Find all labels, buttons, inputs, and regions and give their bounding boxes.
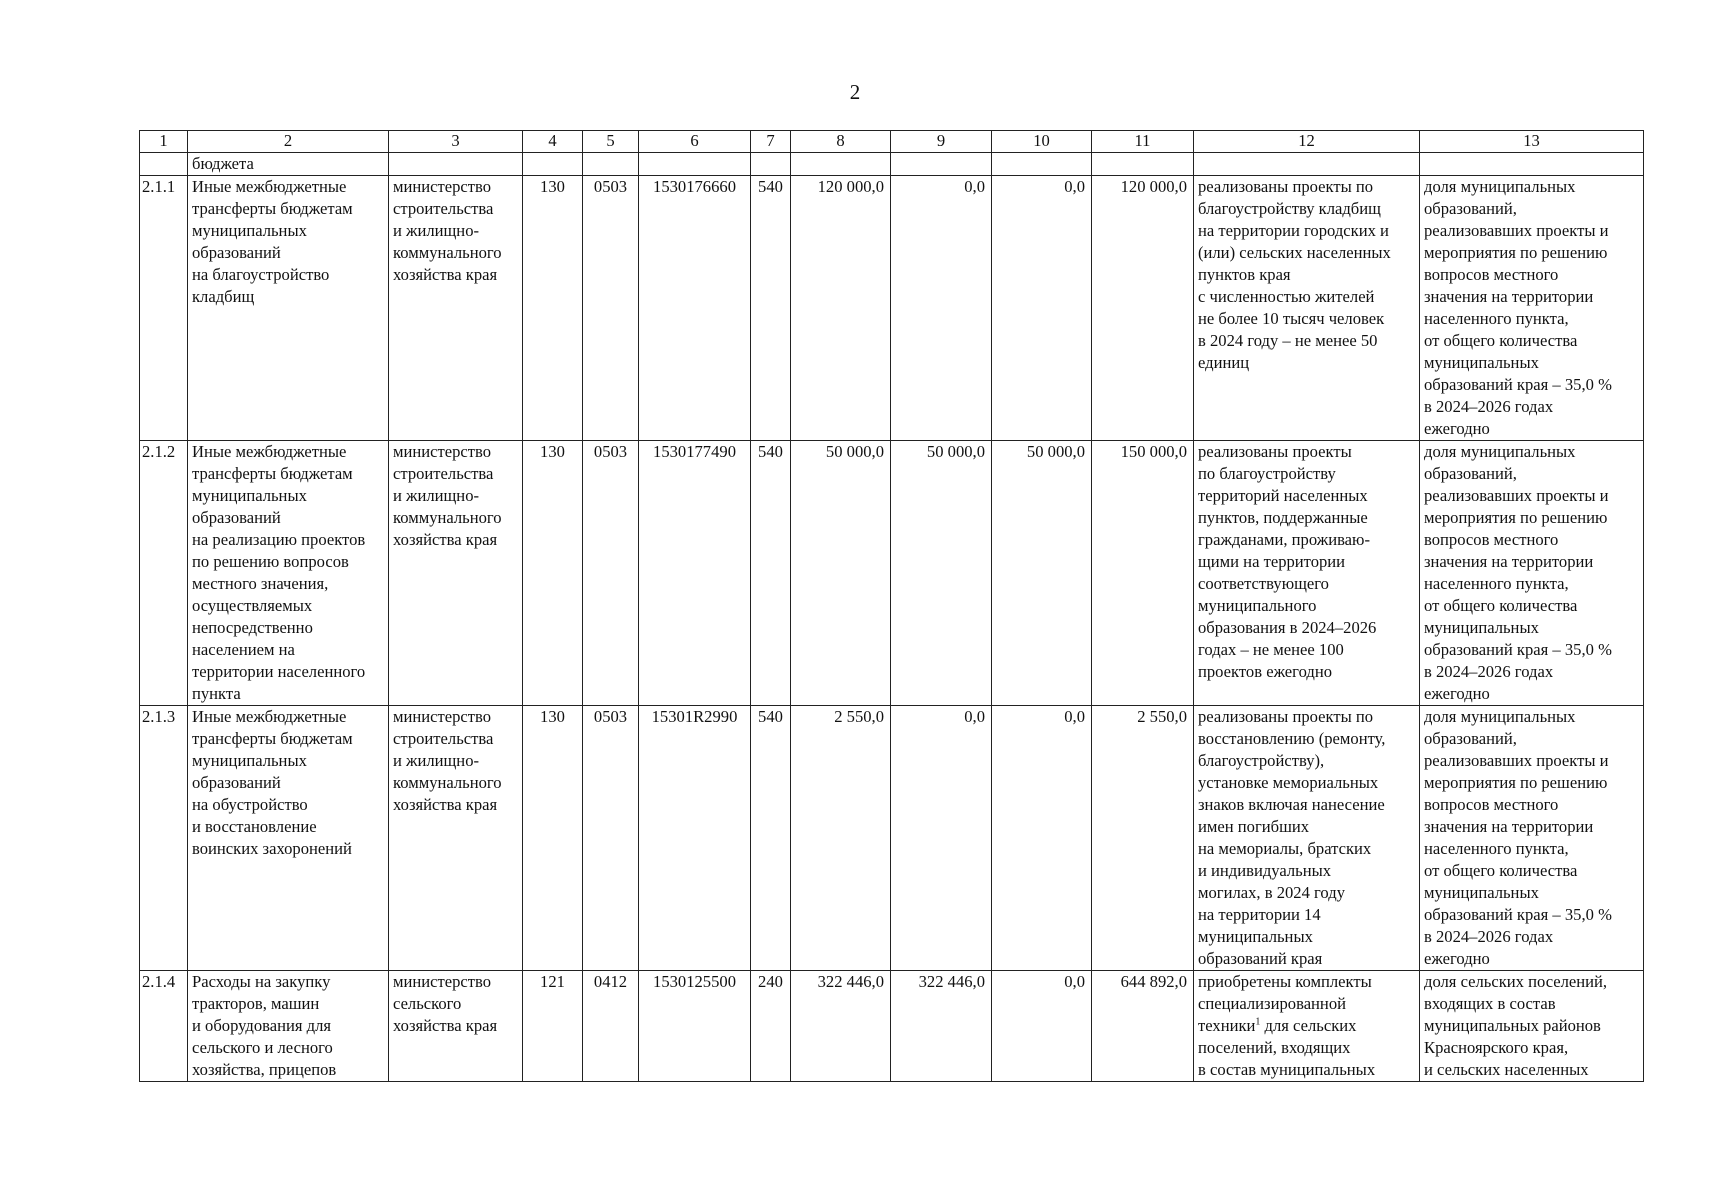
footnote-mark: 1 <box>1255 1016 1261 1028</box>
code-csr: 1530177490 <box>639 441 751 706</box>
code-csr: 15301R2990 <box>639 706 751 971</box>
table-row <box>140 971 1644 1082</box>
amount-2024: 2 550,0 <box>791 706 891 971</box>
code-csr: 1530176660 <box>639 176 751 441</box>
activity-name: Иные межбюджетные трансферты бюджетам муниципальных образований на благоустройство кладбищ <box>188 176 389 441</box>
executor: министерство сельского хозяйства края <box>389 971 523 1082</box>
col-header-2: 2 <box>188 131 389 153</box>
expected-result: реализованы проекты по благоустройству территорий населенных пунктов, поддержанные гражданами, проживаю- щими на территории соответствующего муниципального образования в 2024–2026 годах – не менее 100 проектов ежегодно <box>1194 441 1420 706</box>
code-grbs: 121 <box>523 971 583 1082</box>
col-header-10: 10 <box>992 131 1092 153</box>
col-header-9: 9 <box>891 131 992 153</box>
amount-2026: 0,0 <box>992 971 1092 1082</box>
code-rzpr: 0503 <box>583 176 639 441</box>
code-grbs: 130 <box>523 706 583 971</box>
col-header-13: 13 <box>1420 131 1644 153</box>
continuation-row <box>140 153 1644 176</box>
code-vr: 540 <box>751 706 791 971</box>
amount-2025: 0,0 <box>891 706 992 971</box>
col-header-3: 3 <box>389 131 523 153</box>
expected-result: реализованы проекты по благоустройству кладбищ на территории городских и (или) сельских населенных пунктов края с численностью жителей не более 10 тысяч человек в 2024 году – не менее 50 единиц <box>1194 176 1420 441</box>
row-number: 2.1.2 <box>140 441 188 706</box>
col-header-12: 12 <box>1194 131 1420 153</box>
col-header-8: 8 <box>791 131 891 153</box>
col-header-11: 11 <box>1092 131 1194 153</box>
expected-result <box>1194 971 1420 1082</box>
table-row <box>140 176 1644 441</box>
page-number: 2 <box>849 80 861 104</box>
col-header-1: 1 <box>140 131 188 153</box>
col-header-4: 4 <box>523 131 583 153</box>
code-vr: 540 <box>751 441 791 706</box>
table-row <box>140 706 1644 971</box>
amount-total: 2 550,0 <box>1092 706 1194 971</box>
indicator: доля муниципальных образований, реализовавших проекты и мероприятия по решению вопросов местного значения на территории населенного пункта, от общего количества муниципальных образований края – 35,0 % в 2024–2026 годах ежегодно <box>1420 706 1644 971</box>
code-grbs: 130 <box>523 441 583 706</box>
amount-total: 120 000,0 <box>1092 176 1194 441</box>
executor: министерство строительства и жилищно- коммунального хозяйства края <box>389 176 523 441</box>
executor: министерство строительства и жилищно- коммунального хозяйства края <box>389 441 523 706</box>
code-rzpr: 0412 <box>583 971 639 1082</box>
col-header-7: 7 <box>751 131 791 153</box>
amount-2024: 322 446,0 <box>791 971 891 1082</box>
amount-2026: 0,0 <box>992 176 1092 441</box>
code-rzpr: 0503 <box>583 441 639 706</box>
col-header-6: 6 <box>639 131 751 153</box>
activity-name: Иные межбюджетные трансферты бюджетам муниципальных образований на обустройство и восстановление воинских захоронений <box>188 706 389 971</box>
table-row <box>140 441 1644 706</box>
continuation-text: бюджета <box>188 153 389 176</box>
indicator: доля муниципальных образований, реализовавших проекты и мероприятия по решению вопросов местного значения на территории населенного пункта, от общего количества муниципальных образований края – 35,0 % в 2024–2026 годах ежегодно <box>1420 176 1644 441</box>
amount-total: 644 892,0 <box>1092 971 1194 1082</box>
indicator: доля сельских поселений, входящих в состав муниципальных районов Красноярского края, и сельских населенных <box>1420 971 1644 1082</box>
result-text-part2: для сельских поселений, входящих в состав муниципальных <box>1198 1016 1376 1079</box>
code-vr: 240 <box>751 971 791 1082</box>
expected-result: реализованы проекты по восстановлению (ремонту, благоустройству), установке мемориальных знаков включая нанесение имен погибших на мемориалы, братских и индивидуальных могилах, в 2024 году на территории 14 муниципальных образований края <box>1194 706 1420 971</box>
row-number: 2.1.4 <box>140 971 188 1082</box>
indicator: доля муниципальных образований, реализовавших проекты и мероприятия по решению вопросов местного значения на территории населенного пункта, от общего количества муниципальных образований края – 35,0 % в 2024–2026 годах ежегодно <box>1420 441 1644 706</box>
activity-name: Расходы на закупку тракторов, машин и оборудования для сельского и лесного хозяйства, прицепов <box>188 971 389 1082</box>
amount-2026: 0,0 <box>992 706 1092 971</box>
activity-name: Иные межбюджетные трансферты бюджетам муниципальных образований на реализацию проектов по решению вопросов местного значения, осуществляемых непосредственно населением на территории населенного пункта <box>188 441 389 706</box>
code-vr: 540 <box>751 176 791 441</box>
amount-2026: 50 000,0 <box>992 441 1092 706</box>
executor: министерство строительства и жилищно- коммунального хозяйства края <box>389 706 523 971</box>
amount-2025: 50 000,0 <box>891 441 992 706</box>
code-rzpr: 0503 <box>583 706 639 971</box>
row-number: 2.1.3 <box>140 706 188 971</box>
header-row <box>140 131 1644 153</box>
code-csr: 1530125500 <box>639 971 751 1082</box>
code-grbs: 130 <box>523 176 583 441</box>
amount-total: 150 000,0 <box>1092 441 1194 706</box>
amount-2025: 0,0 <box>891 176 992 441</box>
program-activities-table <box>139 130 1644 1082</box>
amount-2025: 322 446,0 <box>891 971 992 1082</box>
result-text-part1: приобретены комплекты специализированной техники <box>1198 972 1372 1035</box>
amount-2024: 120 000,0 <box>791 176 891 441</box>
col-header-5: 5 <box>583 131 639 153</box>
amount-2024: 50 000,0 <box>791 441 891 706</box>
row-number: 2.1.1 <box>140 176 188 441</box>
